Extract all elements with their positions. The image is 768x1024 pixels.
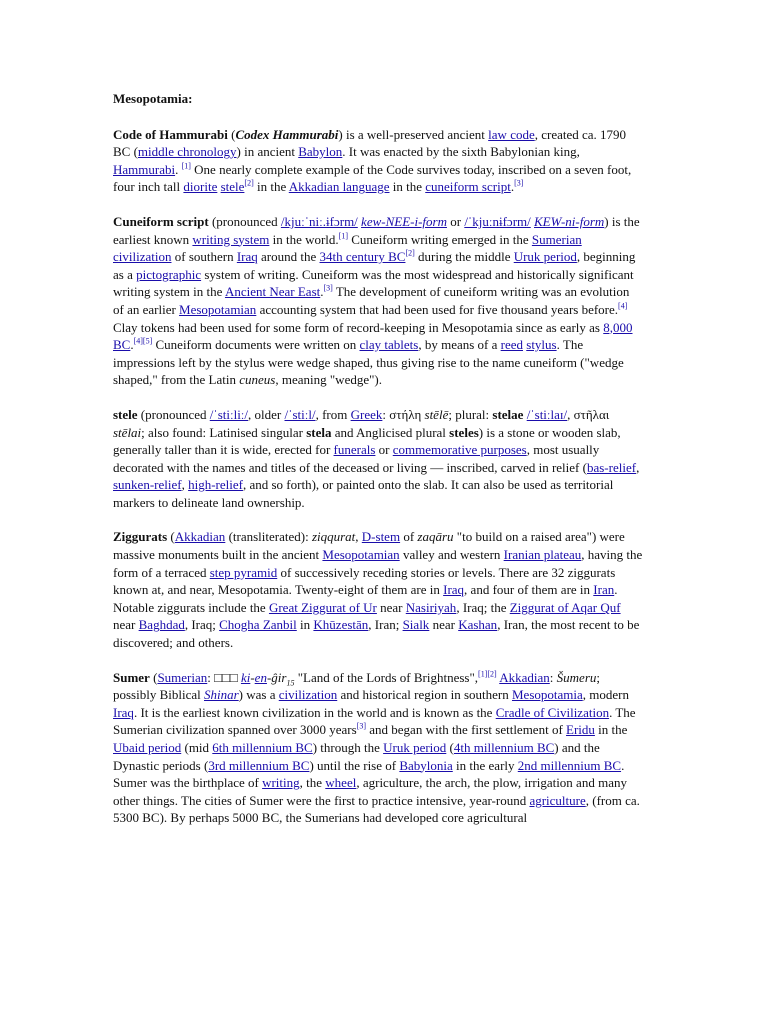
citation-link[interactable]: [2]	[244, 179, 254, 189]
document-body	[113, 90, 643, 844]
citation-link[interactable]: [1][2]	[478, 669, 497, 679]
wiki-link[interactable]: 34th century BC	[319, 249, 406, 265]
wiki-link[interactable]: Babylon	[298, 144, 343, 160]
paragraph-cuneiform-script: Cuneiform script (pronounced /kjuːˈniː.ɨfɔrm/ kew-NEE-i-form or /ˈkjuːnɨfɔrm/ KEW-ni-form) is the earliest known writing system in the world.[1] Cuneiform writing emerged in the Sumerian civilization of southern Iraq around the 34th century BC[2] during the middle Uruk period, beginning as a pictographic system of writing. Cuneiform was the most widespread and historically significant writing system in the Ancient Near East.[3] The development of cuneiform writing was an evolution of an earlier Mesopotamian accounting system that had been used for five thousand years before.[4] Clay tokens had been used for some form of record-keeping in Mesopotamia since as early as 8,000 BC.[4][5] Cuneiform documents were written on clay tablets, by means of a reed stylus. The impressions left by the stylus were wedge shaped, thus giving rise to the name cuneiform ("wedge shaped," from the Latin cuneus, meaning "wedge").	[113, 213, 640, 388]
wiki-link[interactable]: Iranian plateau	[503, 547, 582, 563]
wiki-link[interactable]: Khūzestān	[313, 617, 369, 633]
term-heading: stela	[306, 424, 332, 440]
wiki-link[interactable]: writing system	[192, 231, 270, 247]
italic-term: ĝir	[271, 669, 287, 685]
wiki-link[interactable]: 3rd millennium BC	[208, 757, 310, 773]
citation-link[interactable]: [4][5]	[133, 336, 153, 346]
italic-term: ziqqurat	[311, 529, 356, 545]
wiki-link[interactable]: Great Ziggurat of Ur	[268, 599, 377, 615]
wiki-link[interactable]: /ˈstiːliː/	[209, 406, 249, 422]
term-heading: Cuneiform script	[113, 213, 209, 229]
wiki-link[interactable]: 4th millennium BC	[453, 740, 555, 755]
wiki-link[interactable]: middle chronology	[137, 144, 237, 160]
citation-link[interactable]: [1]	[338, 231, 348, 241]
wiki-link[interactable]: en	[254, 669, 267, 685]
wiki-link[interactable]: KEW-ni-form	[534, 213, 605, 229]
wiki-link[interactable]: Uruk period	[383, 740, 447, 755]
citation-link[interactable]: [2]	[405, 248, 415, 258]
wiki-link[interactable]: Akkadian language	[288, 179, 390, 195]
wiki-link[interactable]: wheel	[325, 775, 357, 791]
wiki-link[interactable]: Akkadian	[499, 669, 550, 685]
wiki-link[interactable]: Akkadian	[174, 529, 226, 545]
term-heading: Ziggurats	[113, 529, 168, 545]
wiki-link[interactable]: diorite	[183, 179, 218, 195]
citation-link[interactable]: [3]	[514, 179, 524, 189]
wiki-link[interactable]: Iraq	[443, 582, 465, 598]
wiki-link[interactable]: Ancient Near East	[224, 284, 321, 300]
wiki-link[interactable]: stylus	[526, 337, 557, 353]
wiki-link[interactable]: Uruk period	[513, 249, 577, 265]
wiki-link[interactable]: commemorative purposes	[392, 442, 527, 458]
paragraph-stele: stele (pronounced /ˈstiːliː/, older /ˈstiːl/, from Greek: στήλη stēlē; plural: stelae /ˈstiːlaɪ/, στῆλαι stēlai; also found: Latinised singular stela and Anglicised plural steles) is a stone or wooden slab, generally taller than it is wide, erected for funerals or commemorative purposes, most usually decorated with the names and titles of the deceased or living — inscribed, carved in relief (bas-relief, sunken-relief, high-relief, and so forth), or painted onto the slab. It can also be used as territorial markers to delineate land ownership.	[113, 406, 640, 510]
wiki-link[interactable]: Nasiriyah	[405, 599, 457, 615]
italic-term: stēlē	[424, 406, 449, 422]
citation-link[interactable]: [1]	[181, 161, 191, 171]
wiki-link[interactable]: Kashan	[458, 617, 498, 633]
wiki-link[interactable]: civilization	[278, 687, 338, 703]
citation-link[interactable]: [3]	[356, 722, 367, 732]
wiki-link[interactable]: Iraq	[113, 704, 134, 720]
wiki-link[interactable]: /ˈstiːl/	[284, 406, 316, 422]
wiki-link[interactable]: Sialk	[402, 617, 430, 633]
term-heading: stele	[113, 406, 138, 422]
citation-link[interactable]: [3]	[323, 284, 333, 294]
wiki-link[interactable]: Mesopotamian	[179, 301, 257, 317]
wiki-link[interactable]: writing	[262, 775, 300, 791]
wiki-link[interactable]: Greek	[350, 406, 383, 422]
document-title: Mesopotamia:	[113, 91, 193, 106]
wiki-link[interactable]: Hammurabi	[113, 161, 176, 177]
wiki-link[interactable]: Cradle of Civilization	[495, 704, 610, 720]
wiki-link[interactable]: D-stem	[361, 529, 401, 545]
wiki-link[interactable]: Ziggurat of Aqar Quf	[509, 599, 621, 615]
wiki-link[interactable]: funerals	[333, 442, 376, 458]
wiki-link[interactable]: Ubaid period	[113, 740, 182, 755]
paragraph-list	[113, 126, 643, 827]
italic-term: Šumeru	[556, 669, 597, 685]
wiki-link[interactable]: step pyramid	[209, 564, 278, 580]
latin-term: Codex Hammurabi	[235, 126, 339, 142]
term-heading: Code of Hammurabi	[113, 126, 228, 142]
wiki-link[interactable]: Eridu	[566, 722, 595, 738]
wiki-link[interactable]: sunken-relief	[113, 477, 182, 493]
wiki-link[interactable]: kew-NEE-i-form	[361, 213, 447, 229]
wiki-link[interactable]: 6th millennium BC	[212, 740, 313, 755]
wiki-link[interactable]: ki	[240, 669, 251, 685]
wiki-link[interactable]: high-relief	[188, 477, 243, 493]
wiki-link[interactable]: Sumerian	[157, 669, 208, 685]
wiki-link[interactable]: cuneiform script	[425, 179, 511, 195]
paragraph-ziggurats: Ziggurats (Akkadian (transliterated): ziqqurat, D-stem of zaqāru "to build on a raised area") were massive monuments built in the ancient Mesopotamian valley and western Iranian plateau, having the form of a terraced step pyramid of successively receding stories or levels. There are 32 ziggurats known at, and near, Mesopotamia. Twenty-eight of them are in Iraq, and four of them are in Iran. Notable ziggurats include the Great Ziggurat of Ur near Nasiriyah, Iraq; the Ziggurat of Aqar Quf near Baghdad, Iraq; Chogha Zanbil in Khūzestān, Iran; Sialk near Kashan, Iran, the most recent to be discovered; and others.	[113, 529, 643, 651]
wiki-link[interactable]: Baghdad	[138, 617, 185, 633]
wiki-link[interactable]: /kjuːˈniː.ɨfɔrm/	[280, 213, 358, 229]
wiki-link[interactable]: 8,000 BC	[113, 319, 633, 353]
italic-term: stēlai	[113, 424, 142, 440]
wiki-link[interactable]: 2nd millennium BC	[517, 757, 622, 773]
wiki-link[interactable]: Iraq	[236, 249, 258, 265]
wiki-link[interactable]: Mesopotamian	[322, 547, 400, 563]
wiki-link[interactable]: Babylonia	[399, 757, 453, 773]
wiki-link[interactable]: clay tablets	[359, 337, 419, 353]
italic-term: cuneus	[239, 372, 276, 388]
paragraph-code-of-hammurabi: Code of Hammurabi (Codex Hammurabi) is a well-preserved ancient law code, created ca. 1790 BC (middle chronology) in ancient Babylon. It was enacted by the sixth Babylonian king, Hammurabi. [1] One nearly complete example of the Code survives today, inscribed on a seven foot, four inch tall diorite stele[2] in the Akkadian language in the cuneiform script.[3]	[113, 126, 632, 195]
wiki-link[interactable]: pictographic	[136, 266, 202, 282]
wiki-link[interactable]: /ˈstiːlaɪ/	[526, 406, 568, 422]
wiki-link[interactable]: Sumerian civilization	[113, 231, 582, 265]
term-heading: steles	[449, 424, 479, 440]
citation-link[interactable]: [4]	[618, 301, 628, 311]
wiki-link[interactable]: /ˈkjuːnɨfɔrm/	[464, 213, 531, 229]
wiki-link[interactable]: law code	[488, 126, 535, 142]
wiki-link[interactable]: Chogha Zanbil	[219, 617, 297, 633]
wiki-link[interactable]: Mesopotamia	[511, 687, 583, 703]
wiki-link[interactable]: agriculture	[529, 792, 586, 808]
wiki-link[interactable]: bas-relief	[586, 459, 637, 475]
paragraph-sumer: Sumer (Sumerian: □□□ ki-en-ĝir$_{15}$ "Land of the Lords of Brightness",[1][2] Akkadian: Šumeru; possibly Biblical Shinar) was a civilization and historical region in southern Mesopotamia, modern Iraq. It is the earliest known civilization in the world and is known as the Cradle of Civilization. The Sumerian civilization spanned over 3000 years[3] and began with the first settlement of Eridu in the Ubaid period (mid 6th millennium BC) through the Uruk period (4th millennium BC) and the Dynastic periods (3rd millennium BC) until the rise of Babylonia in the early 2nd millennium BC. Sumer was the birthplace of writing, the wheel, agriculture, the arch, the plow, irrigation and many other things. The cities of Sumer were the first to practice intensive, year-round agriculture, (from ca. 5300 BC). By perhaps 5000 BC, the Sumerians had developed core agricultural	[113, 669, 640, 826]
term-heading: Sumer	[113, 669, 150, 685]
term-heading: stelae	[492, 406, 524, 422]
wiki-link[interactable]: Shinar	[204, 687, 239, 703]
wiki-link[interactable]: Iran	[593, 582, 615, 598]
wiki-link[interactable]: stele	[220, 179, 245, 195]
subscript-number: 15	[286, 678, 295, 688]
wiki-link[interactable]: reed	[500, 337, 524, 353]
italic-term: zaqāru	[417, 529, 454, 545]
